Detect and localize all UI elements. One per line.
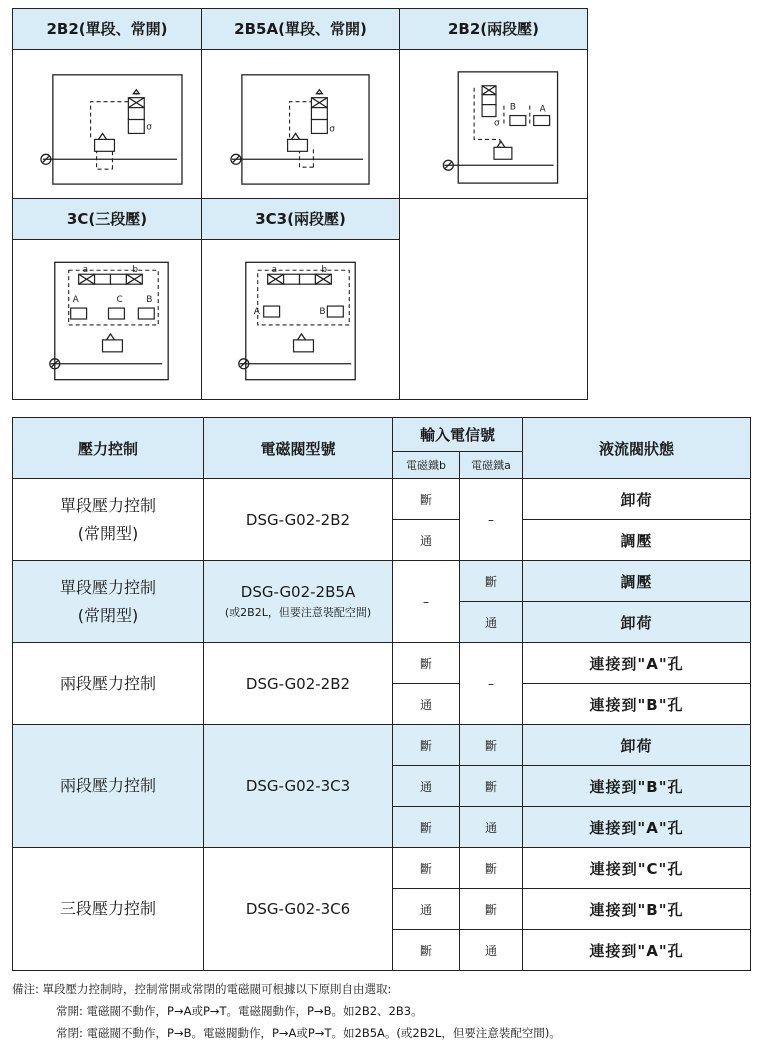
schematic-header: 2B5A(單段、常開) xyxy=(202,9,399,50)
solenoid-a-cell: – xyxy=(460,479,523,561)
port-label-B: B xyxy=(319,307,326,318)
group-name: 三段壓力控制 xyxy=(13,848,204,971)
solenoid-b-cell: 通 xyxy=(393,520,460,561)
valve-state: 連接到"A"孔 xyxy=(523,807,751,848)
schematic-header: 3C3(兩段壓) xyxy=(202,199,399,240)
valve-model: DSG-G02-3C3 xyxy=(204,725,393,848)
header-solenoid-b: 電磁鐵b xyxy=(393,452,460,479)
header-input-signal: 輸入電信號 xyxy=(393,418,523,452)
pressure-control-table xyxy=(12,417,751,971)
svg-text:σ: σ xyxy=(146,122,152,133)
valve-state: 連接到"A"孔 xyxy=(523,930,751,971)
valve-model: DSG-G02-2B2 xyxy=(204,479,393,561)
header-valve-model: 電磁閥型號 xyxy=(204,418,393,479)
schematic-3c-three-stage xyxy=(13,199,202,399)
solenoid-b-cell: 通 xyxy=(393,766,460,807)
hydraulic-diagram-2b2-single xyxy=(13,50,201,198)
group-name: 單段壓力控制 (常閉型) xyxy=(13,561,204,643)
solenoid-b-cell: 通 xyxy=(393,684,460,725)
remark-line: 備注: 單段壓力控制時，控制常開或常閉的電磁閥可根據以下原則自由選取: xyxy=(12,982,392,996)
port-label-a: A xyxy=(539,104,546,115)
valve-state: 卸荷 xyxy=(523,602,751,643)
solenoid-a-cell: 斷 xyxy=(460,766,523,807)
remarks xyxy=(12,978,752,1044)
hydraulic-diagram-2b5a-single xyxy=(202,50,399,198)
solenoid-a-cell: 通 xyxy=(460,807,523,848)
hydraulic-diagram-2b2-two-stage xyxy=(400,50,587,198)
valve-state: 卸荷 xyxy=(523,725,751,766)
valve-state: 連接到"B"孔 xyxy=(523,684,751,725)
solenoid-b-cell: 斷 xyxy=(393,848,460,889)
group-name: 兩段壓力控制 xyxy=(13,725,204,848)
solenoid-b-cell: 斷 xyxy=(393,807,460,848)
solenoid-a-cell: – xyxy=(460,643,523,725)
solenoid-b-cell: 斷 xyxy=(393,643,460,684)
solenoid-a-cell: 斷 xyxy=(460,889,523,930)
solenoid-b-cell: 通 xyxy=(393,889,460,930)
schematic-2b2-two-stage xyxy=(400,9,587,199)
table-row xyxy=(13,848,751,889)
solenoid-b-cell: 斷 xyxy=(393,725,460,766)
solenoid-a-cell: 通 xyxy=(460,602,523,643)
hydraulic-diagram-3c3 xyxy=(202,240,399,399)
svg-text:σ: σ xyxy=(329,124,335,135)
valve-model: DSG-G02-2B5A (或2B2L，但要注意裝配空間) xyxy=(204,561,393,643)
port-label-b: b xyxy=(132,265,139,276)
schematic-header: 2B2(單段、常開) xyxy=(13,9,201,50)
valve-model: DSG-G02-2B2 xyxy=(204,643,393,725)
port-label-A: A xyxy=(253,307,260,318)
port-label-A: A xyxy=(72,295,79,306)
schematic-empty-cell xyxy=(400,199,587,399)
svg-text:σ: σ xyxy=(493,118,500,129)
port-label-a: a xyxy=(82,265,89,276)
valve-state: 連接到"A"孔 xyxy=(523,643,751,684)
valve-state: 連接到"B"孔 xyxy=(523,766,751,807)
solenoid-b-cell: 斷 xyxy=(393,479,460,520)
port-label-b: B xyxy=(509,102,517,113)
solenoid-a-cell: 斷 xyxy=(460,725,523,766)
header-solenoid-a: 電磁鐵a xyxy=(460,452,523,479)
port-label-a: a xyxy=(271,265,278,276)
hydraulic-diagram-3c xyxy=(13,240,201,399)
group-name: 兩段壓力控制 xyxy=(13,643,204,725)
port-label-C: C xyxy=(116,295,123,306)
table-row xyxy=(13,479,751,520)
schematic-grid xyxy=(12,8,588,400)
header-pressure-control: 壓力控制 xyxy=(13,418,204,479)
schematic-2b5a-single xyxy=(202,9,400,199)
schematic-header: 2B2(兩段壓) xyxy=(400,9,587,50)
valve-model: DSG-G02-3C6 xyxy=(204,848,393,971)
schematic-3c3-two-stage xyxy=(202,199,400,399)
solenoid-a-cell: 通 xyxy=(460,930,523,971)
remark-line: 常閉: 電磁閥不動作，P→B。電磁閥動作，P→A或P→T。如2B5A。(或2B2L，但要注意裝配空間)。 xyxy=(56,1026,561,1040)
group-name: 單段壓力控制 (常開型) xyxy=(13,479,204,561)
schematic-header: 3C(三段壓) xyxy=(13,199,201,240)
table-row xyxy=(13,725,751,766)
valve-model-note: (或2B2L，但要注意裝配空間) xyxy=(224,606,372,619)
solenoid-b-cell: 斷 xyxy=(393,930,460,971)
header-flow-valve-state: 液流閥狀態 xyxy=(523,418,751,479)
valve-state: 調壓 xyxy=(523,561,751,602)
solenoid-a-cell: 斷 xyxy=(460,848,523,889)
valve-state: 連接到"C"孔 xyxy=(523,848,751,889)
schematic-2b2-single xyxy=(13,9,202,199)
remark-line: 常開: 電磁閥不動作，P→A或P→T。電磁閥動作，P→B。如2B2、2B3。 xyxy=(56,1004,423,1018)
valve-state: 連接到"B"孔 xyxy=(523,889,751,930)
port-label-b: b xyxy=(321,265,328,276)
valve-state: 卸荷 xyxy=(523,479,751,520)
table-row xyxy=(13,561,751,602)
solenoid-b-cell: – xyxy=(393,561,460,643)
valve-state: 調壓 xyxy=(523,520,751,561)
solenoid-a-cell: 斷 xyxy=(460,561,523,602)
table-row xyxy=(13,643,751,684)
port-label-B: B xyxy=(146,295,153,306)
